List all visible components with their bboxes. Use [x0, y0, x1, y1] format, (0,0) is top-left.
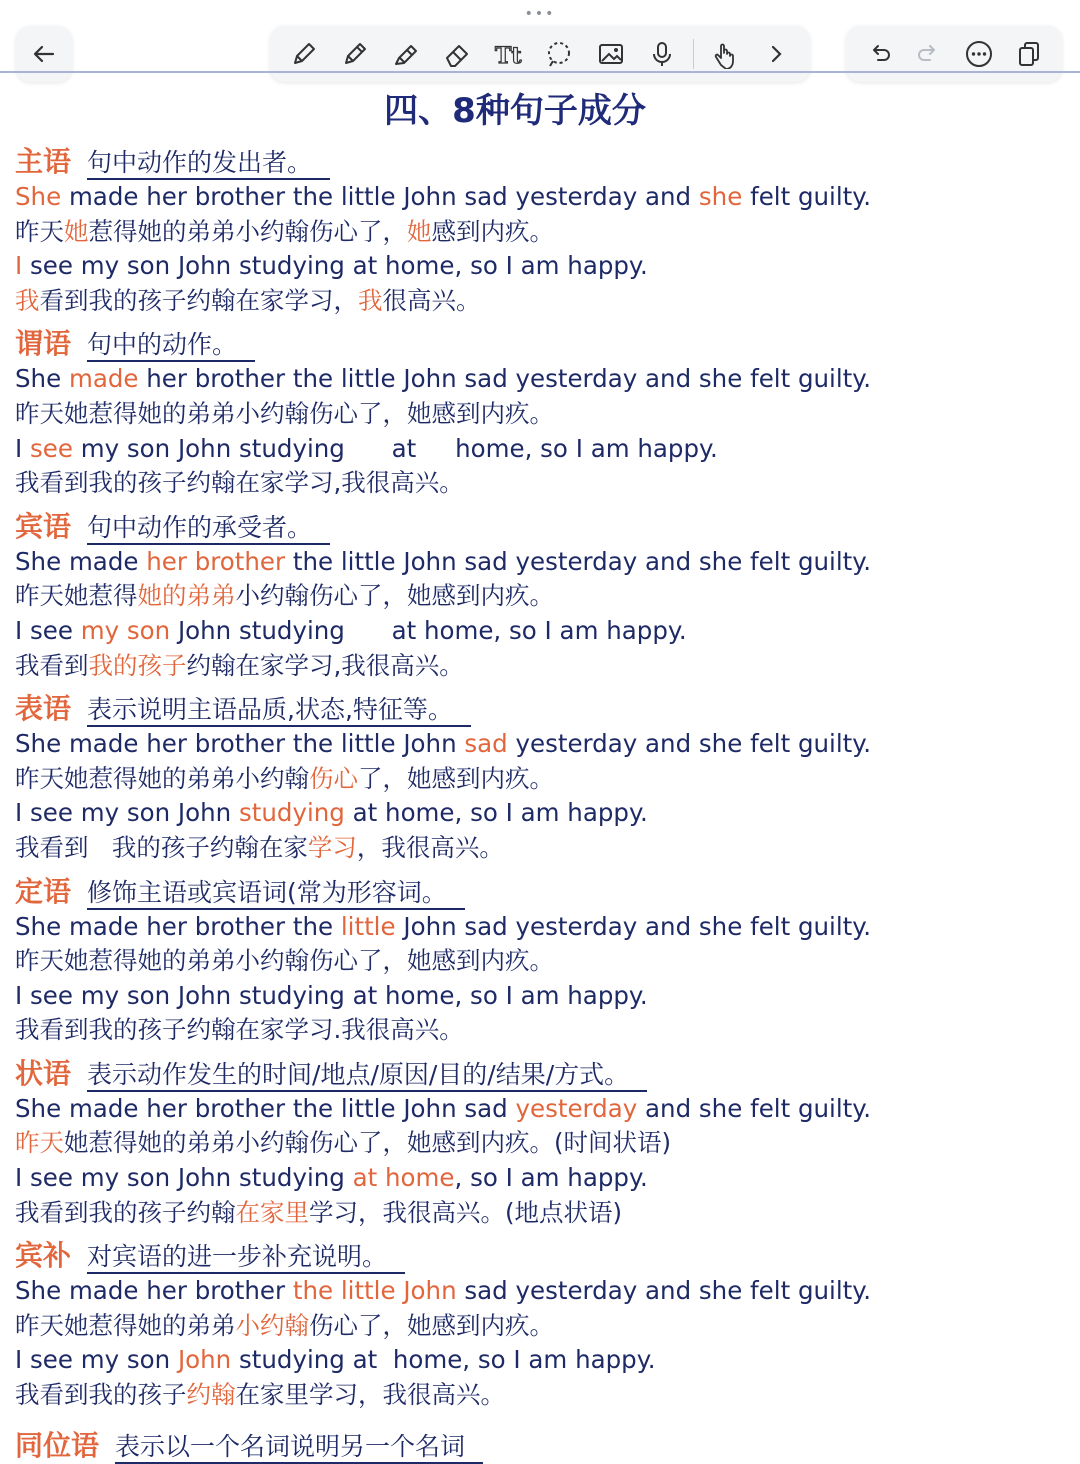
- text-segment: ，我很高兴。: [356, 832, 504, 862]
- example-line: [15, 397, 1065, 432]
- section-definition: 对宾语的进一步补充说明。: [87, 1242, 405, 1274]
- section-header: [15, 322, 1065, 362]
- text-segment: 看到我的孩子约翰在家学习，: [39, 285, 358, 315]
- note-page[interactable]: [15, 88, 1065, 1413]
- text-segment: I see: [15, 615, 81, 645]
- example-line: [15, 466, 1065, 501]
- text-segment: I: [15, 433, 31, 463]
- text-segment: 她惹得她的弟弟小约翰伤心了，她感到内疚。(时间状语): [64, 1128, 672, 1158]
- highlighter-icon[interactable]: [386, 34, 426, 74]
- section-label: 表语: [15, 692, 72, 726]
- undo-icon[interactable]: [859, 34, 899, 74]
- text-segment: 约翰在家学习,我很高兴。: [186, 650, 464, 680]
- section-label: 宾语: [15, 509, 72, 543]
- example-line: [15, 579, 1065, 614]
- section-header: [15, 687, 1065, 727]
- redo-icon[interactable]: [909, 34, 949, 74]
- example-line: [15, 910, 1065, 945]
- highlighted-text: studying: [239, 798, 345, 828]
- section-definition: 表示以一个名词说明另一个名词: [115, 1432, 483, 1464]
- text-segment: and she felt guilty.: [637, 1093, 872, 1123]
- text-segment: 伤心了，她感到内疚。: [309, 1310, 554, 1340]
- text-segment: see my son John studying at home, so I am happy.: [22, 251, 648, 281]
- section-header: [15, 1234, 1065, 1274]
- cutoff-section: [15, 1424, 483, 1464]
- text-segment: She made her brother the little John: [15, 729, 465, 759]
- section-definition: 修饰主语或宾语词(常为形容词。: [87, 878, 465, 910]
- text-segment: She: [15, 364, 69, 394]
- section-definition: 表示说明主语品质,状态,特征等。: [87, 695, 471, 727]
- page-title: 四、8种句子成分: [384, 91, 646, 131]
- example-line: [15, 1274, 1065, 1309]
- highlighted-text: 她: [407, 216, 432, 246]
- example-line: [15, 1161, 1065, 1196]
- hand-touch-icon[interactable]: [705, 34, 745, 74]
- text-segment: made her brother the little John sad yesterday and: [61, 182, 699, 211]
- section-label: 谓语: [15, 327, 72, 361]
- text-tool-icon[interactable]: [488, 34, 528, 74]
- highlighted-text: yesterday: [515, 1093, 638, 1123]
- example-line: [15, 796, 1065, 831]
- section-definition: 句中动作的承受者。: [87, 513, 330, 545]
- highlighted-text: little: [340, 911, 396, 941]
- highlighted-text: 伤心: [309, 763, 358, 793]
- text-segment: She made her brother the little John sad: [15, 1093, 516, 1123]
- text-segment: 小约翰伤心了，她感到内疚。: [235, 581, 554, 611]
- highlighted-text: 在家里: [235, 1197, 309, 1227]
- example-line: [15, 831, 1065, 866]
- highlighted-text: made: [68, 364, 139, 394]
- text-segment: John studying at home, so I am happy.: [170, 615, 687, 645]
- example-line: [15, 215, 1065, 250]
- text-segment: 昨天: [15, 216, 64, 246]
- drawing-toolbar: [270, 26, 810, 82]
- example-line: [15, 944, 1065, 979]
- text-segment: 很高兴。: [382, 285, 481, 315]
- back-arrow-icon: [24, 34, 64, 74]
- highlighted-text: 约翰: [186, 1380, 236, 1410]
- section-header: [15, 1052, 1065, 1092]
- highlighted-text: 学习: [307, 832, 357, 862]
- text-segment: 昨天她惹得她的弟弟: [15, 1310, 236, 1340]
- highlighted-text: 她的弟弟: [137, 581, 236, 611]
- text-segment: 我看到: [15, 650, 89, 680]
- section-label: 状语: [15, 1056, 72, 1090]
- text-segment: 昨天她惹得: [15, 581, 138, 611]
- example-line: [15, 1196, 1065, 1231]
- text-segment: studying at home, so I am happy.: [231, 1345, 656, 1375]
- example-line: [15, 432, 1065, 467]
- text-segment: 昨天她惹得她的弟弟小约翰伤心了，她感到内疚。: [15, 398, 554, 428]
- more-icon[interactable]: [959, 34, 999, 74]
- text-segment: 我看到我的孩子约翰在家学习.我很高兴。: [15, 1015, 464, 1045]
- text-segment: 在家里学习，我很高兴。: [235, 1380, 505, 1410]
- example-line: [15, 649, 1065, 684]
- highlighted-text: my son: [80, 615, 171, 645]
- text-segment: I see my son John studying: [15, 1163, 353, 1193]
- highlighted-text: her brother: [146, 546, 286, 576]
- text-segment: 我看到我的孩子: [15, 1380, 187, 1410]
- lasso-icon[interactable]: [539, 34, 579, 74]
- text-segment: 惹得她的弟弟小约翰伤心了，: [88, 216, 407, 246]
- text-segment: I see my son John: [15, 798, 239, 828]
- example-line: [15, 1343, 1065, 1378]
- section-definition: 表示动作发生的时间/地点/原因/目的/结果/方式。: [87, 1060, 647, 1092]
- text-segment: 我看到我的孩子约翰在家学习,我很高兴。: [15, 468, 464, 498]
- section-label: 主语: [15, 145, 72, 178]
- text-segment: 昨天她惹得她的弟弟小约翰: [15, 763, 309, 793]
- example-line: [15, 1126, 1065, 1161]
- text-segment: She made her brother the: [15, 911, 341, 941]
- text-segment: John sad yesterday and she felt guilty.: [395, 911, 872, 941]
- text-segment: the little John sad yesterday and she felt guilty.: [285, 546, 872, 576]
- section-definition: 句中动作的发出者。: [87, 148, 330, 180]
- example-line: [15, 545, 1065, 580]
- example-line: [15, 979, 1065, 1014]
- back-button[interactable]: [16, 26, 72, 82]
- example-line: [15, 1013, 1065, 1048]
- pages-icon[interactable]: [1009, 34, 1049, 74]
- section-label: 同位语: [15, 1429, 100, 1462]
- text-segment: her brother the little John sad yesterday and she felt guilty.: [138, 364, 872, 394]
- pen-icon[interactable]: [284, 34, 324, 74]
- svg-text:Tt: Tt: [495, 43, 522, 69]
- text-segment: 我看到我的孩子约翰: [15, 1197, 236, 1227]
- text-segment: 学习，我很高兴。(地点状语): [309, 1197, 623, 1227]
- highlighted-text: She: [15, 182, 62, 211]
- example-line: [15, 284, 1065, 319]
- example-line: [15, 249, 1065, 284]
- eraser-icon[interactable]: [437, 34, 477, 74]
- section-header: [15, 505, 1065, 545]
- highlighted-text: at home: [352, 1163, 455, 1193]
- text-segment: I see my son John studying at home, so I am happy.: [15, 980, 648, 1010]
- example-line: [15, 1309, 1065, 1344]
- text-segment: sad yesterday and she felt guilty.: [456, 1276, 872, 1306]
- image-icon[interactable]: [591, 34, 631, 74]
- highlighted-text: 我: [15, 285, 40, 315]
- section-header: [15, 140, 1065, 180]
- highlighted-text: see: [30, 433, 73, 463]
- document-actions: [846, 26, 1062, 82]
- highlighted-text: I: [15, 251, 23, 281]
- text-segment: I see my son: [15, 1345, 178, 1375]
- text-segment: 我看到 我的孩子约翰在家: [15, 832, 308, 862]
- section-label: 宾补: [15, 1239, 72, 1273]
- highlighted-text: she: [698, 182, 743, 211]
- text-segment: my son John studying at home, so I am happy.: [72, 433, 718, 463]
- highlighted-text: 昨天: [15, 1128, 64, 1158]
- text-segment: She made: [15, 546, 147, 576]
- highlighted-text: 她: [64, 216, 89, 246]
- highlighted-text: the little John: [292, 1276, 457, 1306]
- highlighted-text: John: [177, 1345, 232, 1375]
- highlighted-text: 我的孩子: [88, 650, 187, 680]
- text-segment: 昨天她惹得她的弟弟小约翰伤心了，她感到内疚。: [15, 946, 554, 976]
- section-header: [15, 870, 1065, 910]
- toolbar-divider: [693, 39, 694, 69]
- highlighted-text: 我: [358, 285, 383, 315]
- example-line: [15, 614, 1065, 649]
- pen-alt-icon[interactable]: [335, 34, 375, 74]
- header-divider: [0, 71, 1080, 73]
- highlighted-text: sad: [464, 729, 508, 759]
- text-segment: at home, so I am happy.: [344, 798, 648, 828]
- section-label: 定语: [15, 874, 72, 908]
- text-segment: She made her brother: [15, 1276, 293, 1306]
- text-segment: , so I am happy.: [454, 1163, 648, 1193]
- mic-icon[interactable]: [642, 34, 682, 74]
- example-line: [15, 362, 1065, 397]
- highlighted-text: 小约翰: [235, 1310, 309, 1340]
- example-line: [15, 180, 1065, 215]
- text-segment: felt guilty.: [742, 182, 872, 211]
- text-segment: 感到内疚。: [431, 216, 554, 246]
- window-grabber[interactable]: •••: [524, 6, 556, 22]
- example-line: [15, 727, 1065, 762]
- example-line: [15, 1092, 1065, 1127]
- example-line: [15, 1378, 1065, 1413]
- example-line: [15, 762, 1065, 797]
- text-segment: yesterday and she felt guilty.: [507, 729, 872, 759]
- section-definition: 句中的动作。: [87, 330, 255, 362]
- chevron-right-icon[interactable]: [756, 34, 796, 74]
- text-segment: 了，她感到内疚。: [358, 763, 554, 793]
